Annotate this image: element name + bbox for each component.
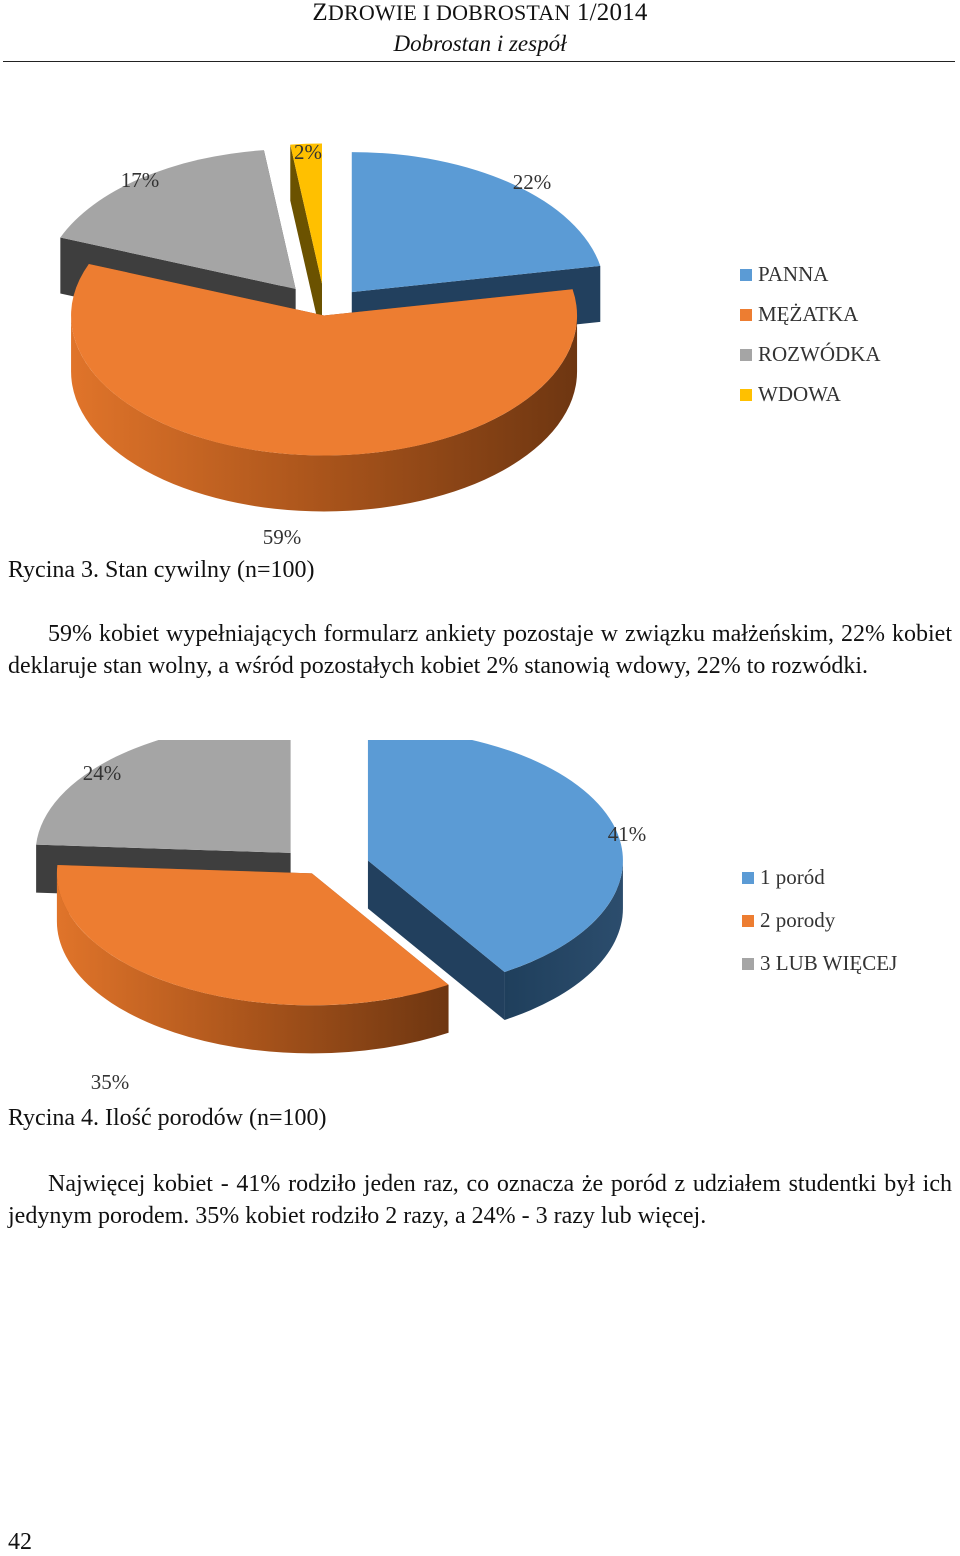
legend-item-rozwodka xyxy=(740,342,881,366)
legend-swatch-rozwodka xyxy=(740,349,752,361)
births-count-pie-chart xyxy=(0,740,960,1102)
data-label-rozwodka: 17% xyxy=(120,168,160,192)
data-label-3-lub-wiecej: 24% xyxy=(82,761,122,785)
journal-issue: 1/2014 xyxy=(570,0,648,26)
legend-label-mezatka: MĘŻATKA xyxy=(758,302,859,326)
data-label-mezatka: 59% xyxy=(262,525,302,549)
data-label-2-porody: 35% xyxy=(90,1070,130,1094)
paragraph-births-text: Najwięcej kobiet - 41% rodziło jeden raz, co oznacza że poród z udziałem studentki był ich jedynym porodem. 35% kobiet rodziło 2 razy, a 24% - 3 razy lub więcej. xyxy=(8,1171,952,1229)
data-label-1-porod: 41% xyxy=(607,822,647,846)
pie-slice-top-3-lub-wiecej xyxy=(36,740,290,853)
data-label-panna: 22% xyxy=(512,170,552,194)
legend-label-wdowa: WDOWA xyxy=(758,382,841,406)
legend-item-panna xyxy=(740,262,829,286)
section-title: Dobrostan i zespół xyxy=(393,31,567,56)
figure3-caption: Rycina 3. Stan cywilny (n=100) xyxy=(8,557,315,583)
header-rule xyxy=(3,61,955,62)
legend-item-mezatka xyxy=(740,302,859,326)
journal-title xyxy=(0,0,960,26)
data-label-wdowa: 2% xyxy=(294,140,322,164)
legend-item-3-lub-wiecej xyxy=(742,951,897,975)
legend-label-2-porody: 2 porody xyxy=(760,908,836,932)
legend-label-1-porod: 1 poród xyxy=(760,865,825,889)
paragraph-marital-status-text: 59% kobiet wypełniających formularz ankiety pozostaje w związku małżeńskim, 22% kobiet deklaruje stan wolny, a wśród pozostałych kobiet 2% stanowią wdowy, 22% to rozwódki. xyxy=(8,621,952,679)
legend-swatch-mezatka xyxy=(740,309,752,321)
legend-swatch-2-porody xyxy=(742,915,754,927)
legend-swatch-3-lub-wiecej xyxy=(742,958,754,970)
journal-title-rest: DROWIE I DOBROSTAN xyxy=(327,0,571,25)
legend-swatch-wdowa xyxy=(740,389,752,401)
legend-label-3-lub-wiecej: 3 LUB WIĘCEJ xyxy=(760,951,898,975)
pie-slice-mezatka xyxy=(71,264,577,511)
legend-item-2-porody xyxy=(742,908,836,932)
journal-title-initial: Z xyxy=(312,0,328,26)
page-number: 42 xyxy=(8,1529,32,1555)
figure4-caption: Rycina 4. Ilość porodów (n=100) xyxy=(8,1105,327,1131)
legend-label-rozwodka: ROZWÓDKA xyxy=(758,342,881,366)
legend-item-wdowa xyxy=(740,382,842,406)
legend-swatch-1-porod xyxy=(742,872,754,884)
legend-item-1-porod xyxy=(742,865,825,889)
paragraph-births xyxy=(8,1168,952,1232)
legend-label-panna: PANNA xyxy=(758,262,829,286)
legend-swatch-panna xyxy=(740,269,752,281)
paragraph-marital-status xyxy=(8,618,952,682)
marital-status-pie-chart xyxy=(0,130,960,550)
